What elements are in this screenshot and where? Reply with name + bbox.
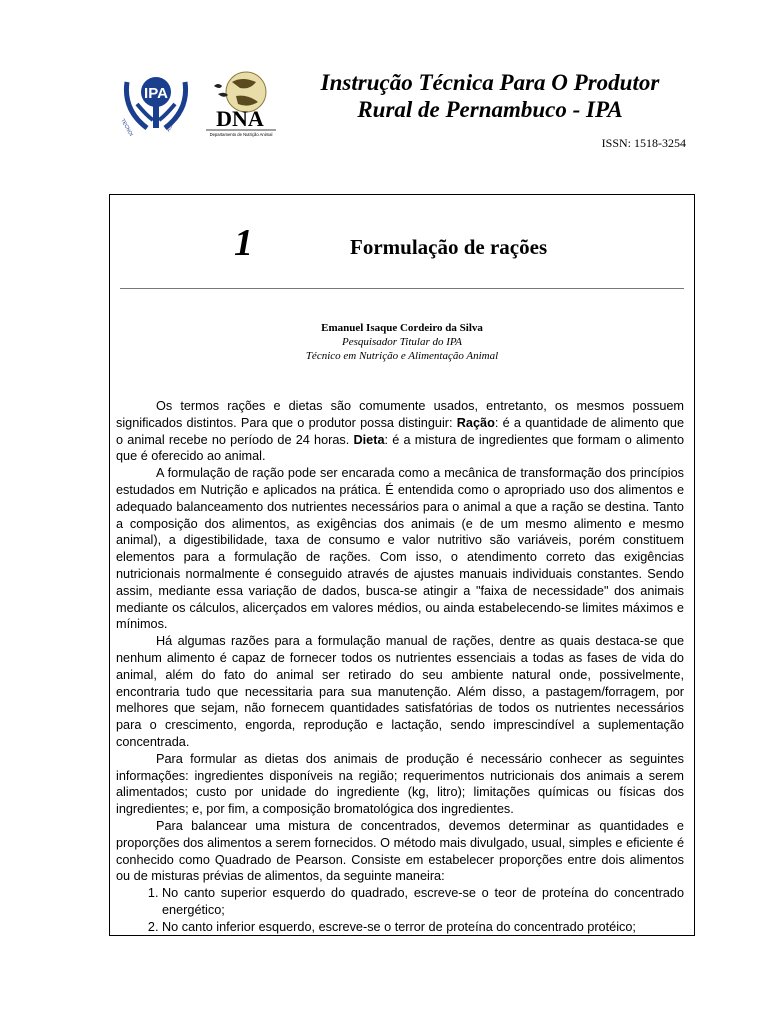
paragraph-1 — [116, 398, 684, 465]
term-racao: Ração — [456, 415, 495, 430]
title-divider — [120, 288, 684, 289]
paragraph-4: Para formular as dietas dos animais de produção é necessário conhecer as seguintes informações: ingredientes disponíveis na região; requerimentos nutricionais dos animais a serem alimentados; custo por unidade do ingrediente (kg, litro); limitações químicas ou físicas dos ingredientes; e, por fim, a composição bromatológica dos ingredientes. — [116, 751, 684, 817]
dna-logo — [200, 68, 280, 140]
dna-logo-text: DNA — [216, 106, 264, 131]
ipa-logo — [117, 70, 195, 136]
issn-label: ISSN: 1518-3254 — [601, 136, 686, 150]
ipa-ring-right-text: AGRÍCOLA — [165, 107, 184, 133]
paragraph-5: Para balancear uma mistura de concentrados, devemos determinar as quantidades e proporções dos alimentos a serem fornecidos. O método mais divulgado, usual, simples e eficiente é conhecido como Quadrado de Pearson. Consiste em estabelecer proporções entre dois alimentos ou de misturas prévias de alimentos, da seguinte maneira: — [116, 818, 684, 884]
header-title-line2: Rural de Pernambuco - IPA — [357, 97, 623, 122]
paragraph-1-text-c: : é a mistura de ingredientes que formam o alimento que é oferecido ao animal. — [116, 432, 684, 464]
author-name: Emanuel Isaque Cordeiro da Silva — [321, 322, 483, 334]
author-block — [110, 321, 694, 363]
ipa-logo-text: IPA — [144, 85, 168, 102]
paragraph-1-text-b: : é a quantidade de alimento que o animal recebe no período de 24 horas. — [116, 415, 684, 447]
term-dieta: Dieta — [353, 432, 385, 447]
chapter-title: Formulação de rações — [350, 235, 548, 259]
author-role-2: Técnico em Nutrição e Alimentação Animal — [305, 350, 499, 362]
content-frame — [109, 194, 695, 936]
steps-list — [116, 885, 684, 935]
header-title-line1: Instrução Técnica Para O Produtor — [320, 70, 660, 95]
paragraph-3: Há algumas razões para a formulação manual de rações, dentre as quais destaca-se que nenhum alimento é capaz de fornecer todos os nutrientes essenciais a todas as fases de vida do animal, além do fato do animal ser retirado do seu ambiente natural onde, possivelmente, encontraria tudo que necessitaria para sua manutenção. Além disso, a pastagem/forragem, por melhores que sejam, não fornecem quantidades satisfatórias de todos os nutrientes necessários para o crescimento, engorda, reprodução e lactação, sendo imprescindível a suplementação concentrada. — [116, 634, 684, 749]
article-body — [116, 398, 684, 936]
author-role-1: Pesquisador Titular do IPA — [342, 336, 462, 348]
paragraph-1-text-a: Os termos rações e dietas são comumente usados, entretanto, os mesmos possuem significados distintos. Para que o produtor possa distinguir: — [116, 399, 684, 430]
list-item: 1. No canto superior esquerdo do quadrado, escreve-se o teor de proteína do concentrado energético; — [162, 885, 684, 919]
dna-logo-subtitle: Departamento de Nutrição Animal — [209, 132, 273, 137]
list-item: 2. No canto inferior esquerdo, escreve-se o terror de proteína do concentrado protéico; — [162, 919, 684, 936]
chapter-number: 1 — [234, 222, 253, 264]
document-header-title — [290, 69, 690, 123]
paragraph-2: A formulação de ração pode ser encarada como a mecânica de transformação dos princípios estudados em Nutrição e aplicados na prática. É entendida como o apropriado uso dos alimentos e adequado balanceamento dos nutrientes necessários para o animal a que a ração se destina. Tanto a composição dos alimentos, as exigências dos animais (e de um mesmo alimento e mesmo animal), a digestibilidade, taxa de consumo e valor nutritivo são variáveis, porém constituem elementos para a formulação de rações. Com isso, o atendimento correto das exigências nutricionais normalmente é conseguido através de ajustes manuais individuais constantes. Sendo assim, mediante essa variação de dados, busca-se atingir a "faixa de necessidade" dos animais mediante os cálculos, alicerçados em valores médios, ou ainda estabelecendo-se limites máximos e mínimos. — [116, 466, 684, 632]
ipa-ring-left-text: TECNOLOGIA — [119, 118, 141, 136]
